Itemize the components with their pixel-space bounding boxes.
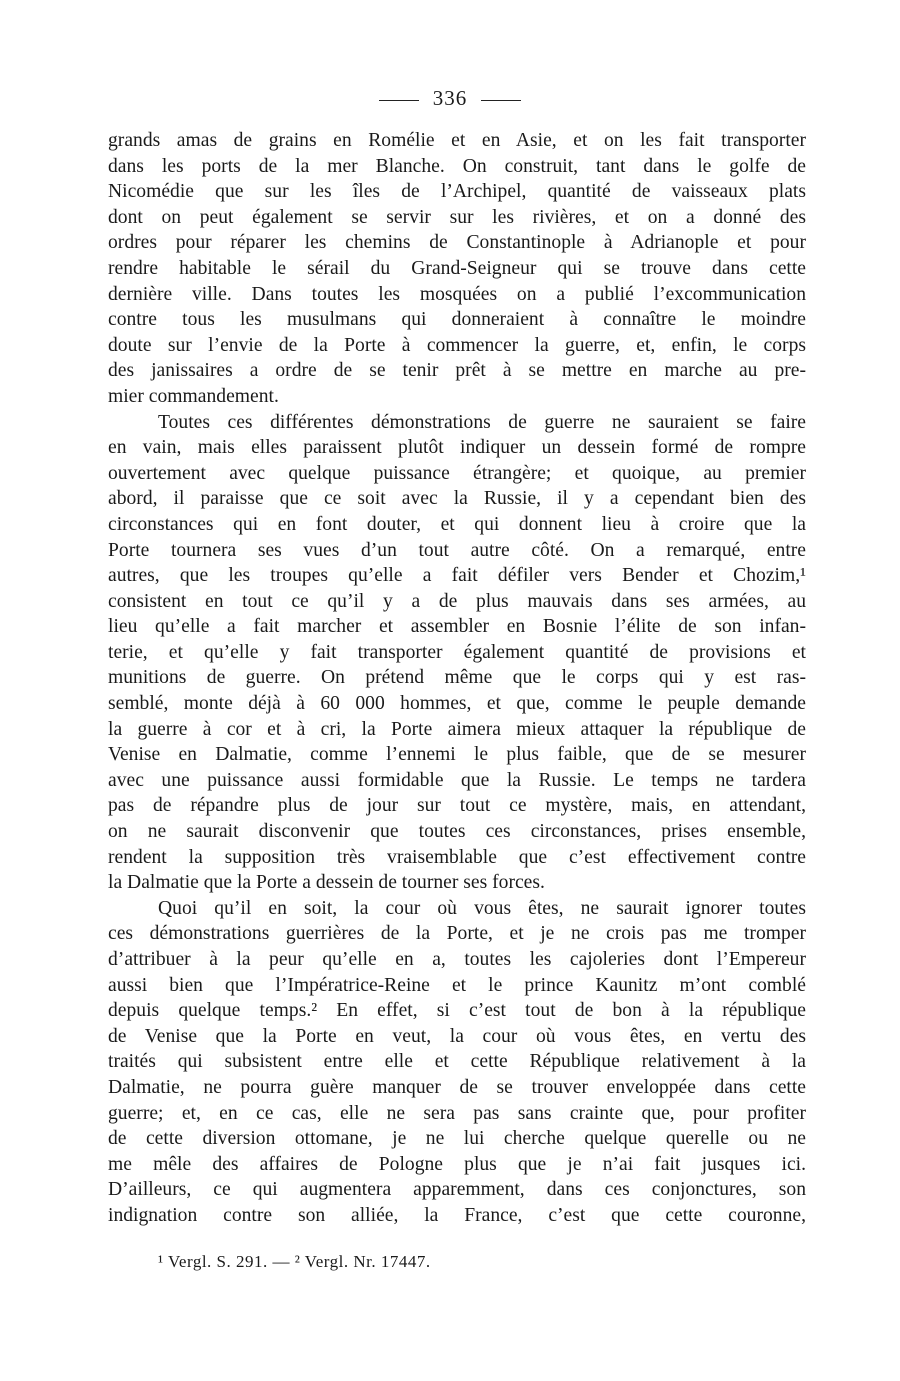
text-line: autres, que les troupes qu’elle a fait défiler vers Bender et Chozim,¹ (108, 565, 806, 587)
text-line: ces démonstrations guerrières de la Porte, et je ne crois pas me tromper (108, 923, 806, 945)
text-line: Dalmatie, ne pourra guère manquer de se trouver enveloppée dans cette (108, 1076, 806, 1098)
text-line: grands amas de grains en Romélie et en Asie, et on les fait transporter (108, 130, 806, 151)
text-line: me mêle des affaires de Pologne plus que je n’ai fait jusques ici. (108, 1153, 806, 1175)
text-line: la Dalmatie que la Porte a dessein de tourner ses forces. (108, 872, 545, 894)
text-line: pas de répandre plus de jour sur tout ce mystère, mais, en attendant, (108, 795, 806, 817)
text-line: doute sur l’envie de la Porte à commencer la guerre, et, enfin, le corps (108, 334, 806, 356)
text-line: indignation contre son alliée, la France, c’est que cette couronne, (108, 1204, 806, 1226)
text-line: Nicomédie que sur les îles de l’Archipel, quantité de vaisseaux plats (108, 181, 806, 203)
text-line: mier commandement. (108, 385, 279, 407)
text-line: abord, il paraisse que ce soit avec la Russie, il y a cependant bien des (108, 488, 806, 510)
text-line: circonstances qui en font douter, et qui donnent lieu à croire que la (108, 513, 806, 535)
text-line: Quoi qu’il en soit, la cour où vous êtes, ne saurait ignorer toutes (158, 897, 806, 919)
text-line: d’attribuer à la peur qu’elle en a, toutes les cajoleries dont l’Empereur (108, 949, 806, 970)
text-line: des janissaires a ordre de se tenir prêt à se mettre en marche au pre- (108, 360, 806, 382)
text-line: lieu qu’elle a fait marcher et assembler en Bosnie l’élite de son infan- (108, 616, 806, 638)
text-line: ouvertement avec quelque puissance étrangère; et quoique, au premier (108, 462, 806, 484)
text-line: munitions de guerre. On prétend même que le corps qui y est ras- (108, 667, 806, 689)
text-line: de cette diversion ottomane, je ne lui cherche quelque querelle ou ne (108, 1128, 806, 1150)
text-line: guerre; et, en ce cas, elle ne sera pas sans crainte que, pour profiter (108, 1102, 806, 1124)
header-dash-right (481, 100, 521, 101)
header-dash-left (379, 100, 419, 101)
text-line: dont on peut également se servir sur les rivières, et on a donné des (108, 206, 806, 228)
text-line: depuis quelque temps.² En effet, si c’est tout de bon à la république (108, 1000, 806, 1022)
footnotes: ¹ Vergl. S. 291. — ² Vergl. Nr. 17447. (158, 1252, 431, 1271)
text-line: semblé, monte déjà à 60 000 hommes, et que, comme le peuple demande (108, 693, 806, 715)
text-line: Porte tournera ses vues d’un tout autre côté. On a remarqué, entre (108, 539, 806, 561)
text-line: rendre habitable le sérail du Grand-Seigneur qui se trouve dans cette (108, 257, 806, 279)
text-line: la guerre à cor et à cri, la Porte aimera mieux attaquer la république de (108, 718, 806, 740)
text-line: avec une puissance aussi formidable que la Russie. Le temps ne tardera (108, 769, 806, 791)
text-line: aussi bien que l’Impératrice-Reine et le prince Kaunitz m’ont comblé (108, 974, 806, 996)
text-line: terie, et qu’elle y fait transporter également quantité de provisions et (108, 641, 806, 663)
text-line: ordres pour réparer les chemins de Constantinople à Adrianople et pour (108, 232, 806, 254)
page-number: 336 (432, 86, 468, 110)
text-line: Toutes ces différentes démonstrations de guerre ne sauraient se faire (158, 411, 806, 433)
text-line: consistent en tout ce qu’il y a de plus mauvais dans ses armées, au (108, 590, 806, 612)
text-line: Venise en Dalmatie, comme l’ennemi le plus faible, que de se mesurer (108, 744, 806, 766)
text-line: on ne saurait disconvenir que toutes ces circonstances, prises ensemble, (108, 821, 806, 843)
text-line: D’ailleurs, ce qui augmentera apparemment, dans ces conjonctures, son (108, 1179, 806, 1201)
text-line: traités qui subsistent entre elle et cette République relativement à la (108, 1051, 806, 1073)
body-text (108, 128, 806, 1229)
text-line: dernière ville. Dans toutes les mosquées on a publié l’excommunication (108, 283, 806, 305)
text-line: contre tous les musulmans qui donneraient à connaître le moindre (108, 309, 806, 331)
text-line: en vain, mais elles paraissent plutôt indiquer un dessein formé de rompre (108, 437, 806, 459)
text-line: de Venise que la Porte en veut, la cour où vous êtes, en vertu des (108, 1025, 806, 1047)
page-header (0, 86, 900, 111)
text-line: rendent la supposition très vraisemblable que c’est effectivement contre (108, 846, 806, 868)
text-line: dans les ports de la mer Blanche. On construit, tant dans le golfe de (108, 155, 806, 177)
